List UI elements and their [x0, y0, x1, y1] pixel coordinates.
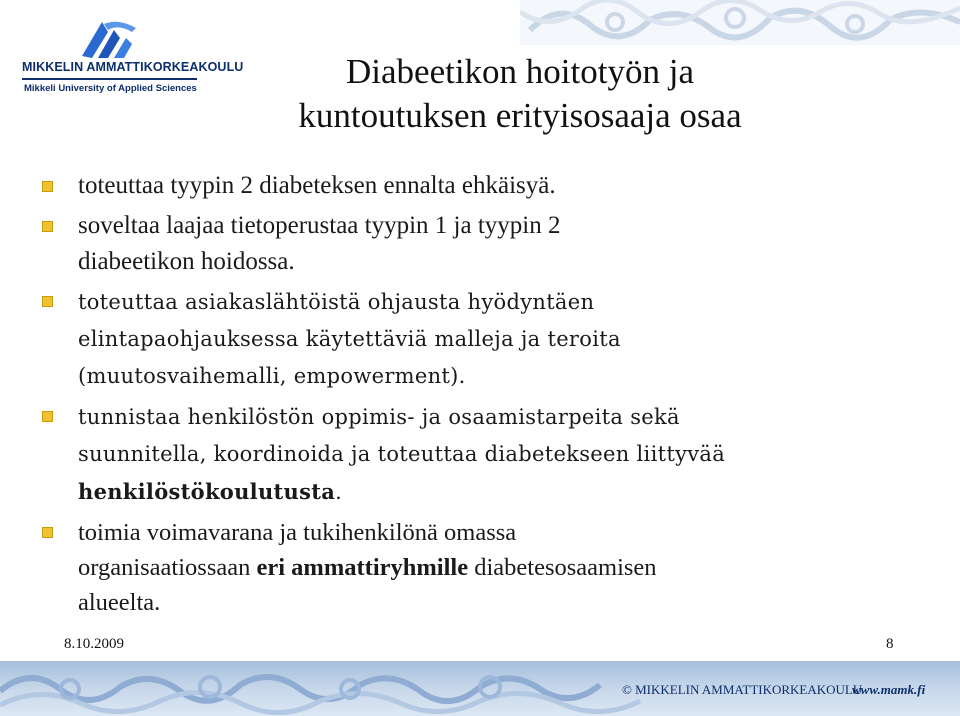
logo-name: MIKKELIN AMMATTIKORKEAKOULU: [22, 60, 244, 74]
bullet-item-2: [40, 208, 940, 280]
bullet-3-line-1: toteuttaa asiakaslähtöistä ohjausta hyödyntäen: [78, 290, 595, 314]
footer-date: 8.10.2009: [64, 636, 124, 652]
footer-copyright: © MIKKELIN AMMATTIKORKEAKOULU: [622, 682, 863, 697]
square-bullet-icon: [42, 527, 53, 538]
bullet-item-1: [40, 168, 940, 204]
logo-divider: [22, 78, 197, 80]
footer-url-link[interactable]: www.mamk.fi: [852, 682, 926, 697]
bullet-5-line-1: toimia voimavarana ja tukihenkilönä omassa: [78, 519, 517, 546]
square-bullet-icon: [42, 296, 53, 307]
bullet-list: [40, 168, 940, 624]
page-number: 8: [886, 636, 894, 652]
logo-wave-icon: [74, 18, 144, 60]
bullet-item-5: [40, 515, 940, 620]
bullet-5-bold-text: eri ammattiryhmille: [256, 554, 469, 581]
bullet-5-line-2-post: diabetesosaamisen: [468, 554, 657, 581]
slide-title: [190, 50, 850, 138]
bullet-4-line-1: tunnistaa henkilöstön oppimis- ja osaamistarpeita sekä: [78, 405, 680, 429]
square-bullet-icon: [42, 181, 53, 192]
bullet-4-line-2: suunnitella, koordinoida ja toteuttaa diabetekseen liittyvää: [78, 442, 726, 466]
logo-subtitle: Mikkeli University of Applied Sciences: [24, 83, 197, 94]
square-bullet-icon: [42, 221, 53, 232]
bullet-3-line-2: elintapaohjauksessa käytettäviä malleja ja teroita: [78, 327, 621, 351]
bullet-2-line-2: diabeetikon hoidossa.: [78, 248, 295, 275]
square-bullet-icon: [42, 411, 53, 422]
title-line-2: kuntoutuksen erityisosaaja osaa: [298, 96, 742, 135]
bullet-item-4: [40, 399, 940, 511]
bullet-5-line-3: alueelta.: [78, 589, 161, 616]
mamk-logo: [22, 18, 244, 98]
bullet-4-bold-text: henkilöstökoulutusta: [78, 479, 336, 504]
bullet-5-line-2-pre: organisaatiossaan: [78, 554, 257, 581]
ornament-top-decoration: [520, 0, 960, 45]
bullet-3-line-3: (muutosvaihemalli, empowerment).: [78, 364, 466, 388]
title-line-1: Diabeetikon hoitotyön ja: [346, 52, 694, 91]
bullet-4-tail: .: [335, 480, 343, 504]
bullet-1-text: toteuttaa tyypin 2 diabeteksen ennalta ehkäisyä.: [78, 172, 556, 199]
bullet-item-3: [40, 284, 940, 395]
bullet-2-line-1: soveltaa laajaa tietoperustaa tyypin 1 ja tyypin 2: [78, 212, 561, 239]
